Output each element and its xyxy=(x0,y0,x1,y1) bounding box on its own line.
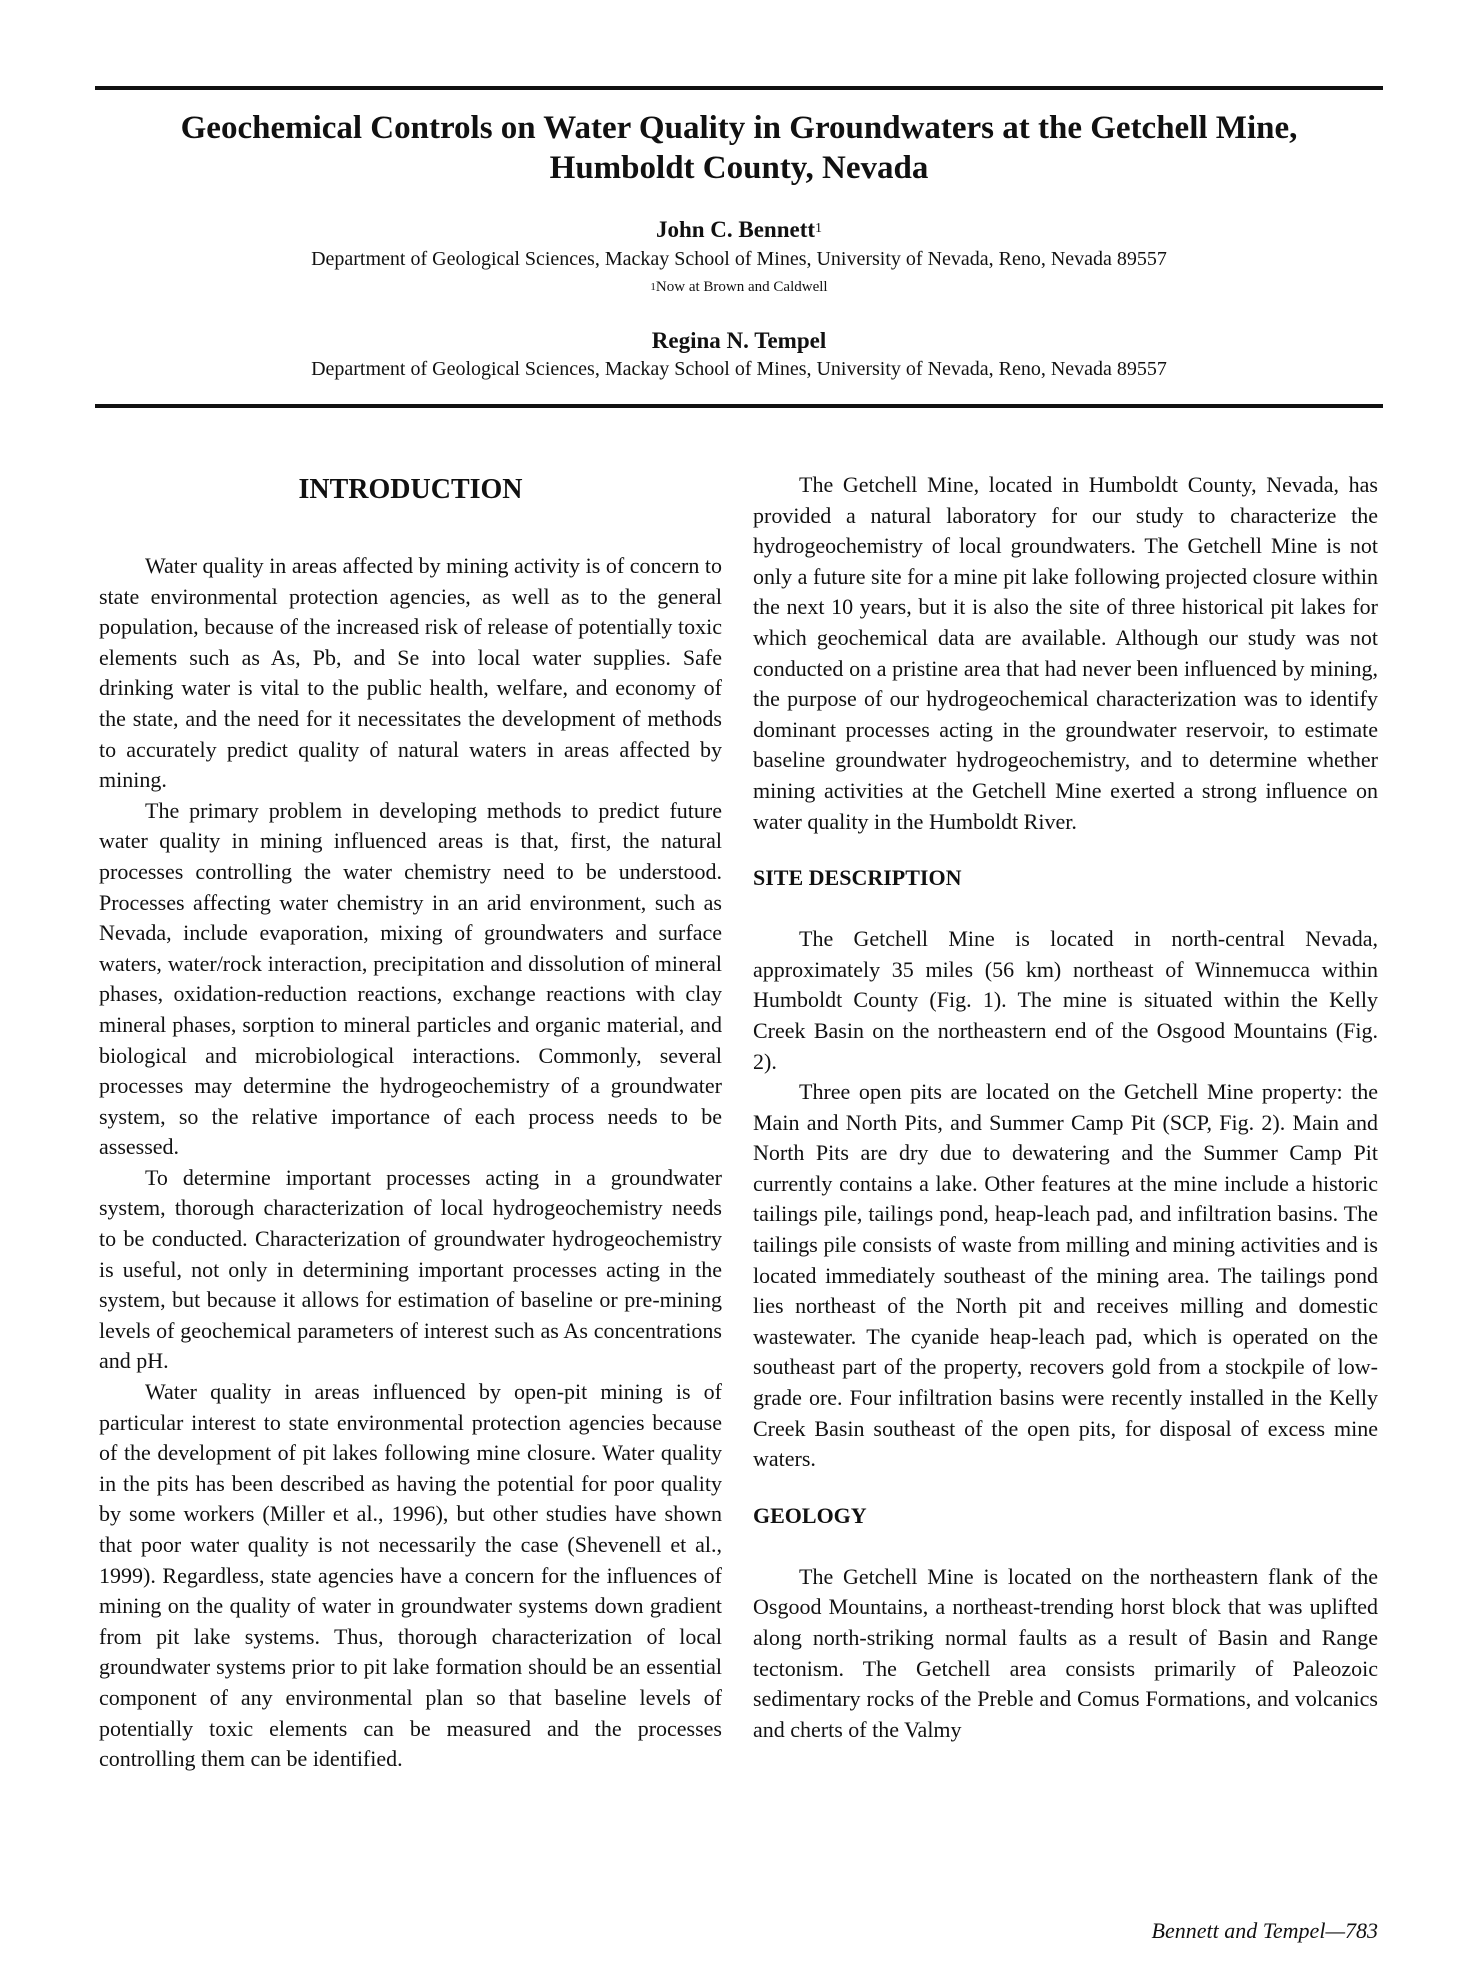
getchell-intro-paragraph: The Getchell Mine, located in Humboldt County, Nevada, has provided a natural laboratory for our study to characterize the hydrogeochemistry of local groundwaters. The Getchell Mine is not only a future site for a mine pit lake following projected closure within the next 10 years, but it is also the site of three historical pit lakes for which geochemical data are available. Although our study was not conducted on a pristine area that had never been influenced by mining, the purpose of our hydrogeochemical characterization was to identify dominant processes acting in the groundwater reservoir, to estimate baseline groundwater hydrogeochemistry, and to determine whether mining activities at the Getchell Mine exerted a strong influence on water quality in the Humboldt River. xyxy=(753,472,1378,834)
author-2-affiliation: Department of Geological Sciences, Mackay School of Mines, University of Nevada, Reno, Nevada 89557 xyxy=(311,358,1167,380)
site-paragraph-1: The Getchell Mine is located in north-central Nevada, approximately 35 miles (56 km) northeast of Winnemucca within Humboldt County (Fig. 1). The mine is situated within the Kelly Creek Basin on the northeastern end of the Osgood Mountains (Fig. 2). xyxy=(753,926,1378,1074)
title-line-2: Humboldt County, Nevada xyxy=(549,150,929,186)
author-2-name: Regina N. Tempel xyxy=(651,328,827,353)
title-line-1: Geochemical Controls on Water Quality in Groundwaters at the Getchell Mine, xyxy=(180,110,1298,146)
author-1-note-sup: 1 xyxy=(650,281,656,293)
geology-heading: GEOLOGY xyxy=(753,1502,867,1528)
author-1-note xyxy=(95,277,1383,297)
intro-paragraph-3: To determine important processes acting in a groundwater system, thorough characterization of local hydrogeochemistry needs to be conducted. Characterization of groundwater hydrogeochemistry is useful, not only in determining important processes acting in the system, but because it allows for estimation of baseline or pre-mining levels of geochemical parameters of interest such as As concentrations and pH. xyxy=(99,1164,722,1374)
left-column xyxy=(99,470,722,1775)
page-footer: Bennett and Tempel—783 xyxy=(1151,1918,1378,1943)
author-1-affiliation: Department of Geological Sciences, Mackay School of Mines, University of Nevada, Reno, Nevada 89557 xyxy=(311,248,1167,270)
geology-paragraph: The Getchell Mine is located on the northeastern flank of the Osgood Mountains, a northeast-trending horst block that was uplifted along north-striking normal faults as a result of Basin and Range tectonism. The Getchell area consists primarily of Paleozoic sedimentary rocks of the Preble and Comus Formations, and volcanics and cherts of the Valmy xyxy=(753,1563,1378,1742)
bottom-rule xyxy=(95,404,1383,408)
intro-paragraph-2: The primary problem in developing methods to predict future water quality in mining influenced areas is that, first, the natural processes controlling the water chemistry need to be understood. Processes affecting water chemistry in an arid environment, such as Nevada, include evaporation, mixing of groundwaters and surface waters, water/rock interaction, precipitation and dissolution of mineral phases, oxidation-reduction reactions, exchange reactions with clay mineral phases, sorption to mineral particles and organic material, and biological and microbiological interactions. Commonly, several processes may determine the hydrogeochemistry of a groundwater system, so the relative importance of each process needs to be assessed. xyxy=(99,797,722,1160)
intro-paragraph-4: Water quality in areas influenced by open-pit mining is of particular interest to state environmental protection agencies because of the development of pit lakes following mine closure. Water quality in the pits has been described as having the potential for poor quality by some workers (Miller et al., 1996), but other studies have shown that poor water quality is not necessarily the case (Shevenell et al., 1999). Regardless, state agencies have a concern for the influences of mining on the quality of water in groundwater systems down gradient from pit lake systems. Thus, thorough characterization of local groundwater systems prior to pit lake formation should be an essential component of any environmental plan so that baseline levels of potentially toxic elements can be measured and the processes controlling them can be identified. xyxy=(99,1379,722,1772)
author-1-name: John C. Bennett xyxy=(655,217,816,242)
site-description-heading: SITE DESCRIPTION xyxy=(753,865,962,891)
paper-title xyxy=(95,108,1383,188)
author-1-sup: 1 xyxy=(815,221,823,236)
author-1 xyxy=(95,216,1383,244)
introduction-heading: INTRODUCTION xyxy=(298,474,523,505)
intro-paragraph-1: Water quality in areas affected by mining activity is of concern to state environmental protection agencies, as well as to the general population, because of the increased risk of release of potentially toxic elements such as As, Pb, and Se into local water supplies. Safe drinking water is vital to the public health, welfare, and economy of the state, and the need for it necessitates the development of methods to accurately predict quality of natural waters in areas affected by mining. xyxy=(99,553,722,793)
top-rule xyxy=(95,86,1383,90)
author-1-note-text: Now at Brown and Caldwell xyxy=(655,279,828,295)
right-column xyxy=(753,470,1378,1745)
site-paragraph-2: Three open pits are located on the Getchell Mine property: the Main and North Pits, and Summer Camp Pit (SCP, Fig. 2). Main and North Pits are dry due to dewatering and the Summer Camp Pit currently contains a lake. Other features at the mine include a historic tailings pile, tailings pond, heap-leach pad, and infiltration basins. The tailings pile consists of waste from milling and mining activities and is located immediately southeast of the mining area. The tailings pond lies northeast of the North pit and receives milling and domestic wastewater. The cyanide heap-leach pad, which is operated on the southeast part of the property, recovers gold from a stockpile of low-grade ore. Four infiltration basins were recently installed in the Kelly Creek Basin southeast of the open pits, for disposal of excess mine waters. xyxy=(753,1079,1378,1472)
